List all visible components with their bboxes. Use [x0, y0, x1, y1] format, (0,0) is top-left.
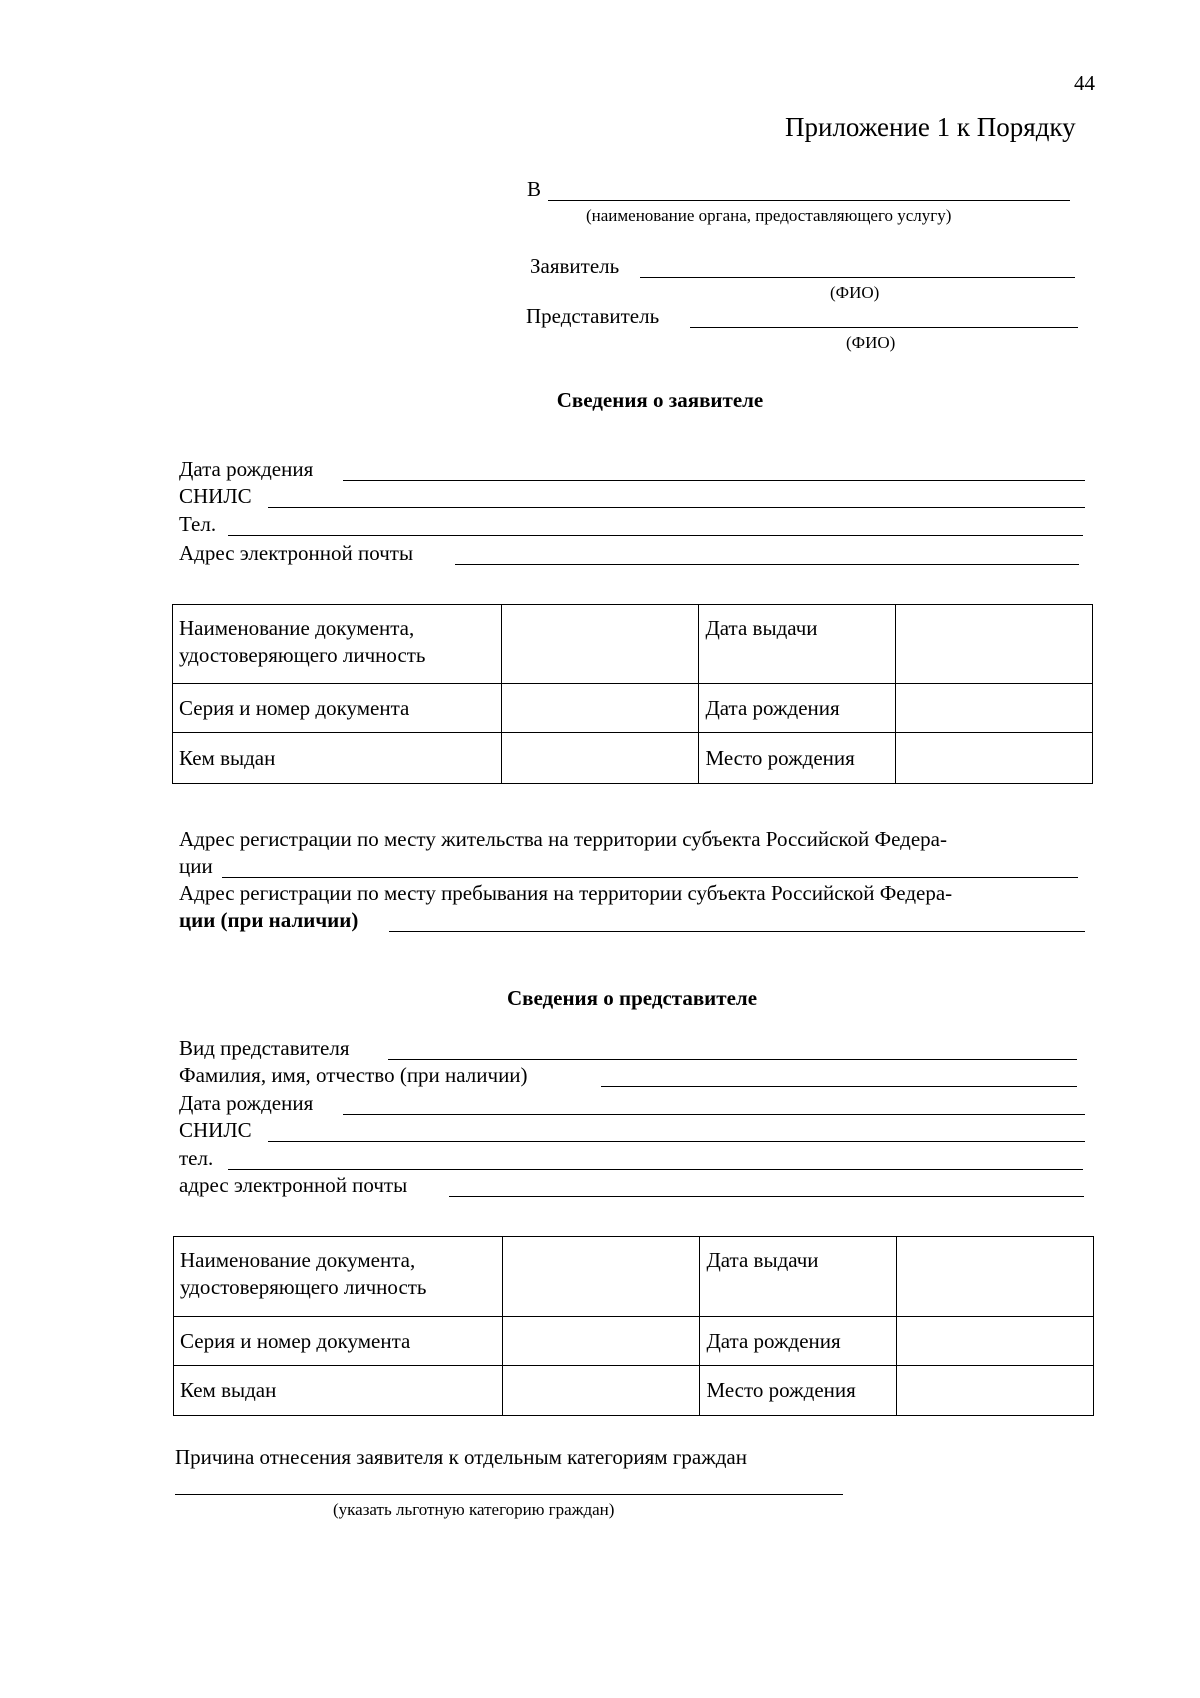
applicant-document-table	[172, 604, 1093, 784]
applicant-email-label: Адрес электронной почты	[179, 541, 414, 565]
rep-phone-label: тел.	[179, 1146, 214, 1170]
applicant-table-birth-date-cell[interactable]	[896, 684, 1093, 733]
applicant-snils-field[interactable]	[268, 507, 1085, 508]
rep-issue-date-cell[interactable]	[897, 1237, 1094, 1317]
applicant-issued-by-label: Кем выдан	[173, 733, 502, 784]
representative-document-table	[173, 1236, 1094, 1416]
appendix-title: Приложение 1 к Порядку	[785, 112, 1076, 142]
rep-birth-date-field[interactable]	[343, 1114, 1085, 1115]
rep-doc-name-cell[interactable]	[502, 1237, 700, 1317]
rep-birth-date-label: Дата рождения	[179, 1091, 314, 1115]
representative-fio-field[interactable]	[690, 327, 1078, 328]
rep-kind-field[interactable]	[388, 1059, 1077, 1060]
applicant-issue-date-cell[interactable]	[896, 605, 1093, 684]
stay-address-field[interactable]	[389, 931, 1085, 932]
stay-address-label-line1: Адрес регистрации по месту пребывания на территории субъекта Российской Федера-	[179, 881, 953, 905]
rep-email-field[interactable]	[449, 1196, 1084, 1197]
rep-full-name-field[interactable]	[601, 1086, 1077, 1087]
rep-email-label: адрес электронной почты	[179, 1173, 408, 1197]
rep-birth-place-label: Место рождения	[700, 1366, 897, 1416]
rep-snils-field[interactable]	[268, 1141, 1085, 1142]
applicant-issued-by-cell[interactable]	[501, 733, 699, 784]
applicant-birth-date-field[interactable]	[343, 480, 1085, 481]
applicant-birth-place-cell[interactable]	[896, 733, 1093, 784]
to-prefix: В	[527, 177, 542, 201]
rep-doc-name-label: Наименование документа, удостоверяющего личность	[174, 1237, 503, 1317]
rep-full-name-label: Фамилия, имя, отчество (при наличии)	[179, 1063, 528, 1087]
applicant-label: Заявитель	[530, 254, 620, 278]
applicant-series-number-cell[interactable]	[501, 684, 699, 733]
rep-issued-by-label: Кем выдан	[174, 1366, 503, 1416]
rep-series-number-label: Серия и номер документа	[174, 1317, 503, 1366]
page-number: 44	[1074, 71, 1095, 95]
residence-address-label-line1: Адрес регистрации по месту жительства на территории субъекта Российской Федера-	[179, 827, 947, 851]
organ-caption: (наименование органа, предоставляющего услугу)	[586, 206, 952, 225]
applicant-email-field[interactable]	[455, 564, 1079, 565]
rep-kind-label: Вид представителя	[179, 1036, 350, 1060]
applicant-fio-field[interactable]	[640, 277, 1075, 278]
applicant-birth-place-label: Место рождения	[699, 733, 896, 784]
category-field[interactable]	[175, 1494, 843, 1495]
organ-name-field[interactable]	[548, 200, 1070, 201]
rep-series-number-cell[interactable]	[502, 1317, 700, 1366]
rep-table-birth-date-cell[interactable]	[897, 1317, 1094, 1366]
category-label: Причина отнесения заявителя к отдельным категориям граждан	[175, 1445, 747, 1469]
applicant-birth-date-label: Дата рождения	[179, 457, 314, 481]
category-caption: (указать льготную категорию граждан)	[333, 1500, 615, 1519]
rep-issue-date-label: Дата выдачи	[700, 1237, 897, 1317]
stay-address-label-line2: ции (при наличии)	[179, 908, 359, 932]
residence-address-label-line2: ции	[179, 854, 213, 878]
applicant-doc-name-cell[interactable]	[501, 605, 699, 684]
rep-birth-place-cell[interactable]	[897, 1366, 1094, 1416]
representative-fio-caption: (ФИО)	[846, 333, 896, 352]
applicant-phone-label: Тел.	[179, 512, 217, 536]
residence-address-field[interactable]	[222, 877, 1078, 878]
rep-table-birth-date-label: Дата рождения	[700, 1317, 897, 1366]
representative-label: Представитель	[526, 304, 660, 328]
applicant-snils-label: СНИЛС	[179, 484, 252, 508]
applicant-issue-date-label: Дата выдачи	[699, 605, 896, 684]
applicant-fio-caption: (ФИО)	[830, 283, 880, 302]
applicant-series-number-label: Серия и номер документа	[173, 684, 502, 733]
rep-issued-by-cell[interactable]	[502, 1366, 700, 1416]
rep-snils-label: СНИЛС	[179, 1118, 252, 1142]
representative-section-title: Сведения о представителе	[506, 986, 758, 1010]
rep-phone-field[interactable]	[228, 1169, 1083, 1170]
applicant-section-title: Сведения о заявителе	[556, 388, 764, 412]
applicant-phone-field[interactable]	[228, 535, 1083, 536]
applicant-doc-name-label: Наименование документа, удостоверяющего личность	[173, 605, 502, 684]
applicant-table-birth-date-label: Дата рождения	[699, 684, 896, 733]
